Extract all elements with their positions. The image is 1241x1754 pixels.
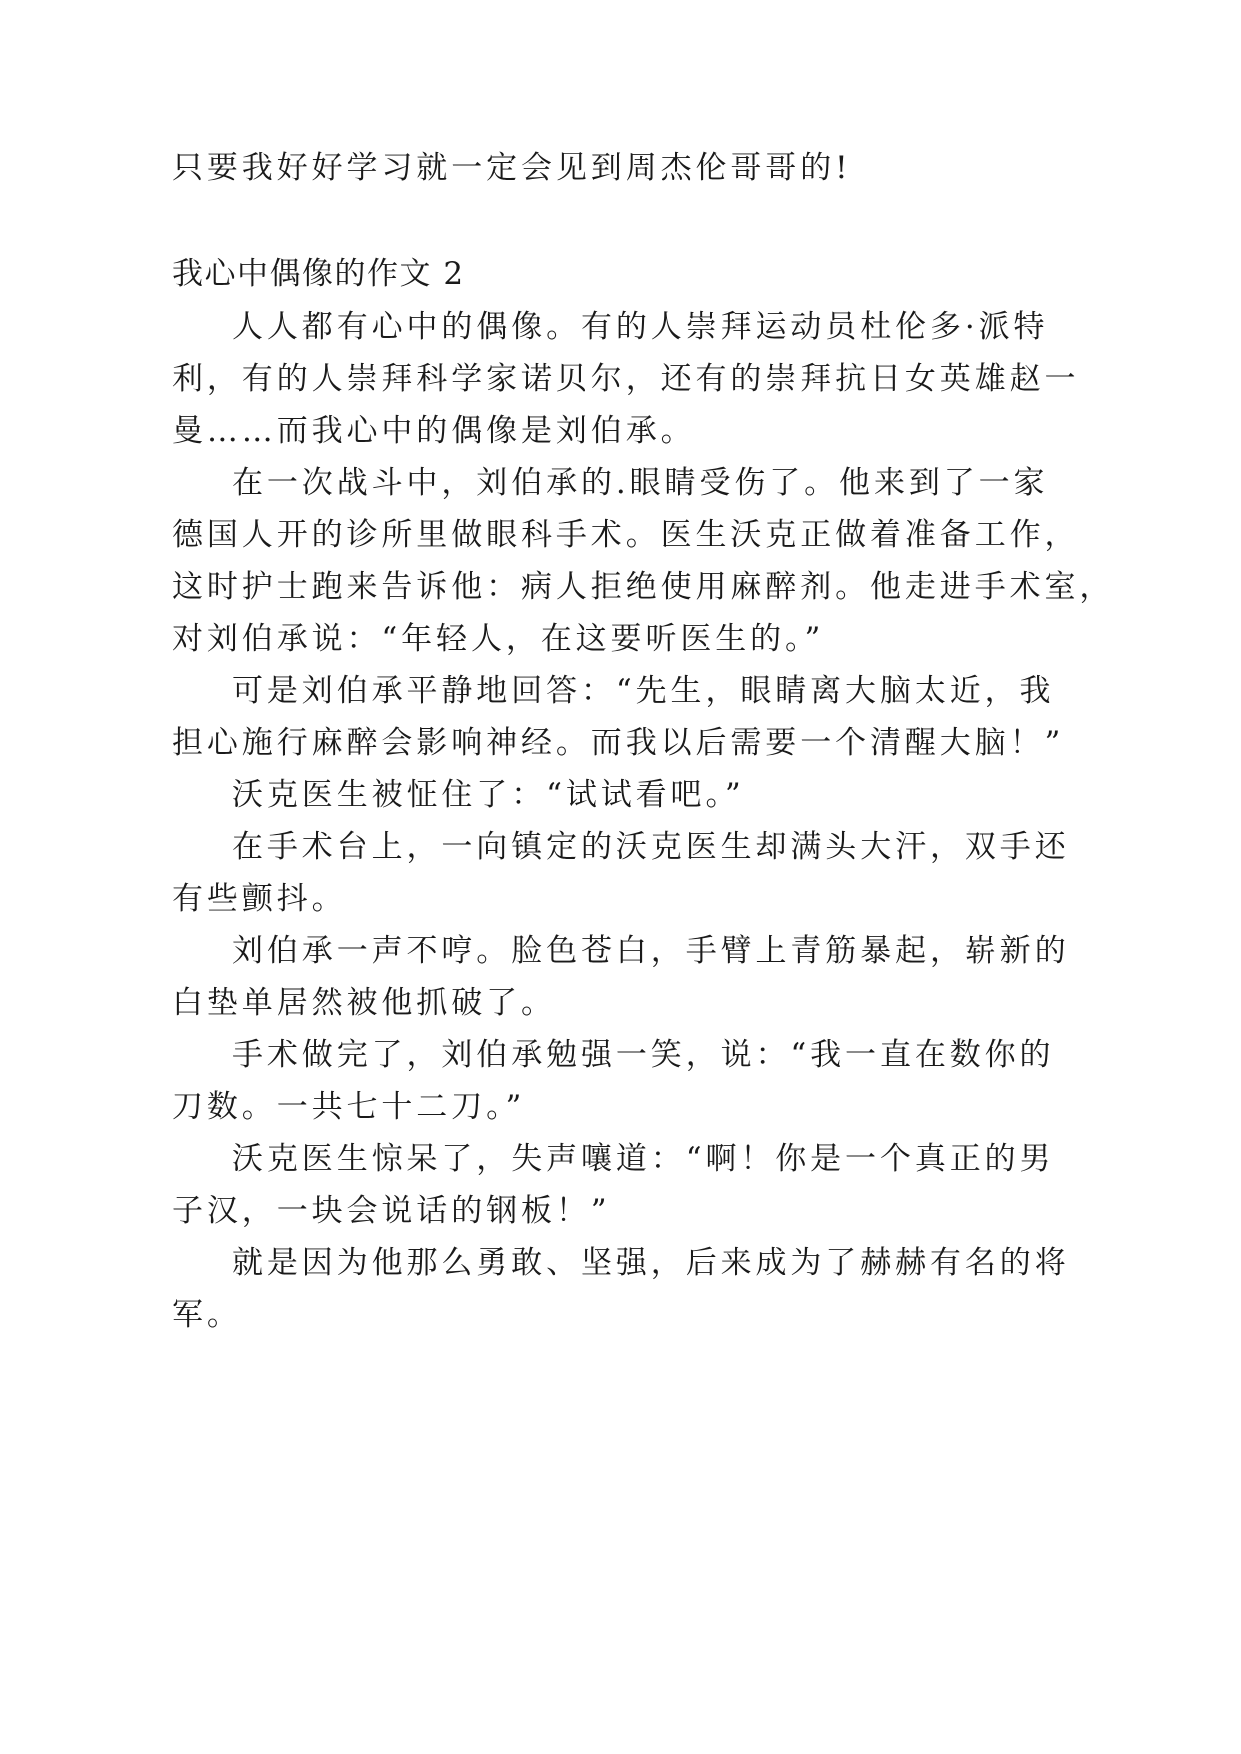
paragraph-4-line-1: 沃克医生被怔住了：“试试看吧。” xyxy=(232,777,745,813)
paragraph-1-line-2: 利，有的人崇拜科学家诺贝尔，还有的崇拜抗日女英雄赵一 xyxy=(172,361,1080,397)
paragraph-3-line-1: 可是刘伯承平静地回答：“先生，眼睛离大脑太近，我 xyxy=(232,673,1055,709)
paragraph-2-line-4: 对刘伯承说：“年轻人，在这要听医生的。” xyxy=(172,621,825,657)
paragraph-7-line-2: 刀数。一共七十二刀。” xyxy=(172,1089,526,1125)
paragraph-2-line-1: 在一次战斗中，刘伯承的.眼睛受伤了。他来到了一家 xyxy=(232,465,1049,501)
essay-title: 我心中偶像的作文 2 xyxy=(172,256,465,292)
paragraph-3-line-2: 担心施行麻醉会影响神经。而我以后需要一个清醒大脑！” xyxy=(172,725,1065,761)
paragraph-5-line-2: 有些颤抖。 xyxy=(172,881,347,917)
paragraph-8-line-1: 沃克医生惊呆了，失声嚷道：“啊！你是一个真正的男 xyxy=(232,1141,1055,1177)
paragraph-9-line-1: 就是因为他那么勇敢、坚强，后来成为了赫赫有名的将 xyxy=(232,1245,1070,1281)
carry-over-line: 只要我好好学习就一定会见到周杰伦哥哥的! xyxy=(172,150,852,186)
paragraph-5-line-1: 在手术台上，一向镇定的沃克医生却满头大汗，双手还 xyxy=(232,829,1070,865)
paragraph-8-line-2: 子汉，一块会说话的钢板！” xyxy=(172,1193,611,1229)
paragraph-1-line-3: 曼……而我心中的偶像是刘伯承。 xyxy=(172,413,696,449)
paragraph-2-line-3: 这时护士跑来告诉他：病人拒绝使用麻醉剂。他走进手术室， xyxy=(172,569,1115,605)
paragraph-7-line-1: 手术做完了，刘伯承勉强一笑，说：“我一直在数你的 xyxy=(232,1037,1055,1073)
paragraph-1-line-1: 人人都有心中的偶像。有的人崇拜运动员杜伦多·派特 xyxy=(232,309,1049,345)
paragraph-6-line-1: 刘伯承一声不哼。脸色苍白，手臂上青筋暴起，崭新的 xyxy=(232,933,1070,969)
paragraph-6-line-2: 白垫单居然被他抓破了。 xyxy=(172,985,556,1021)
paragraph-2-line-2: 德国人开的诊所里做眼科手术。医生沃克正做着准备工作， xyxy=(172,517,1080,553)
paragraph-9-line-2: 军。 xyxy=(172,1297,242,1333)
